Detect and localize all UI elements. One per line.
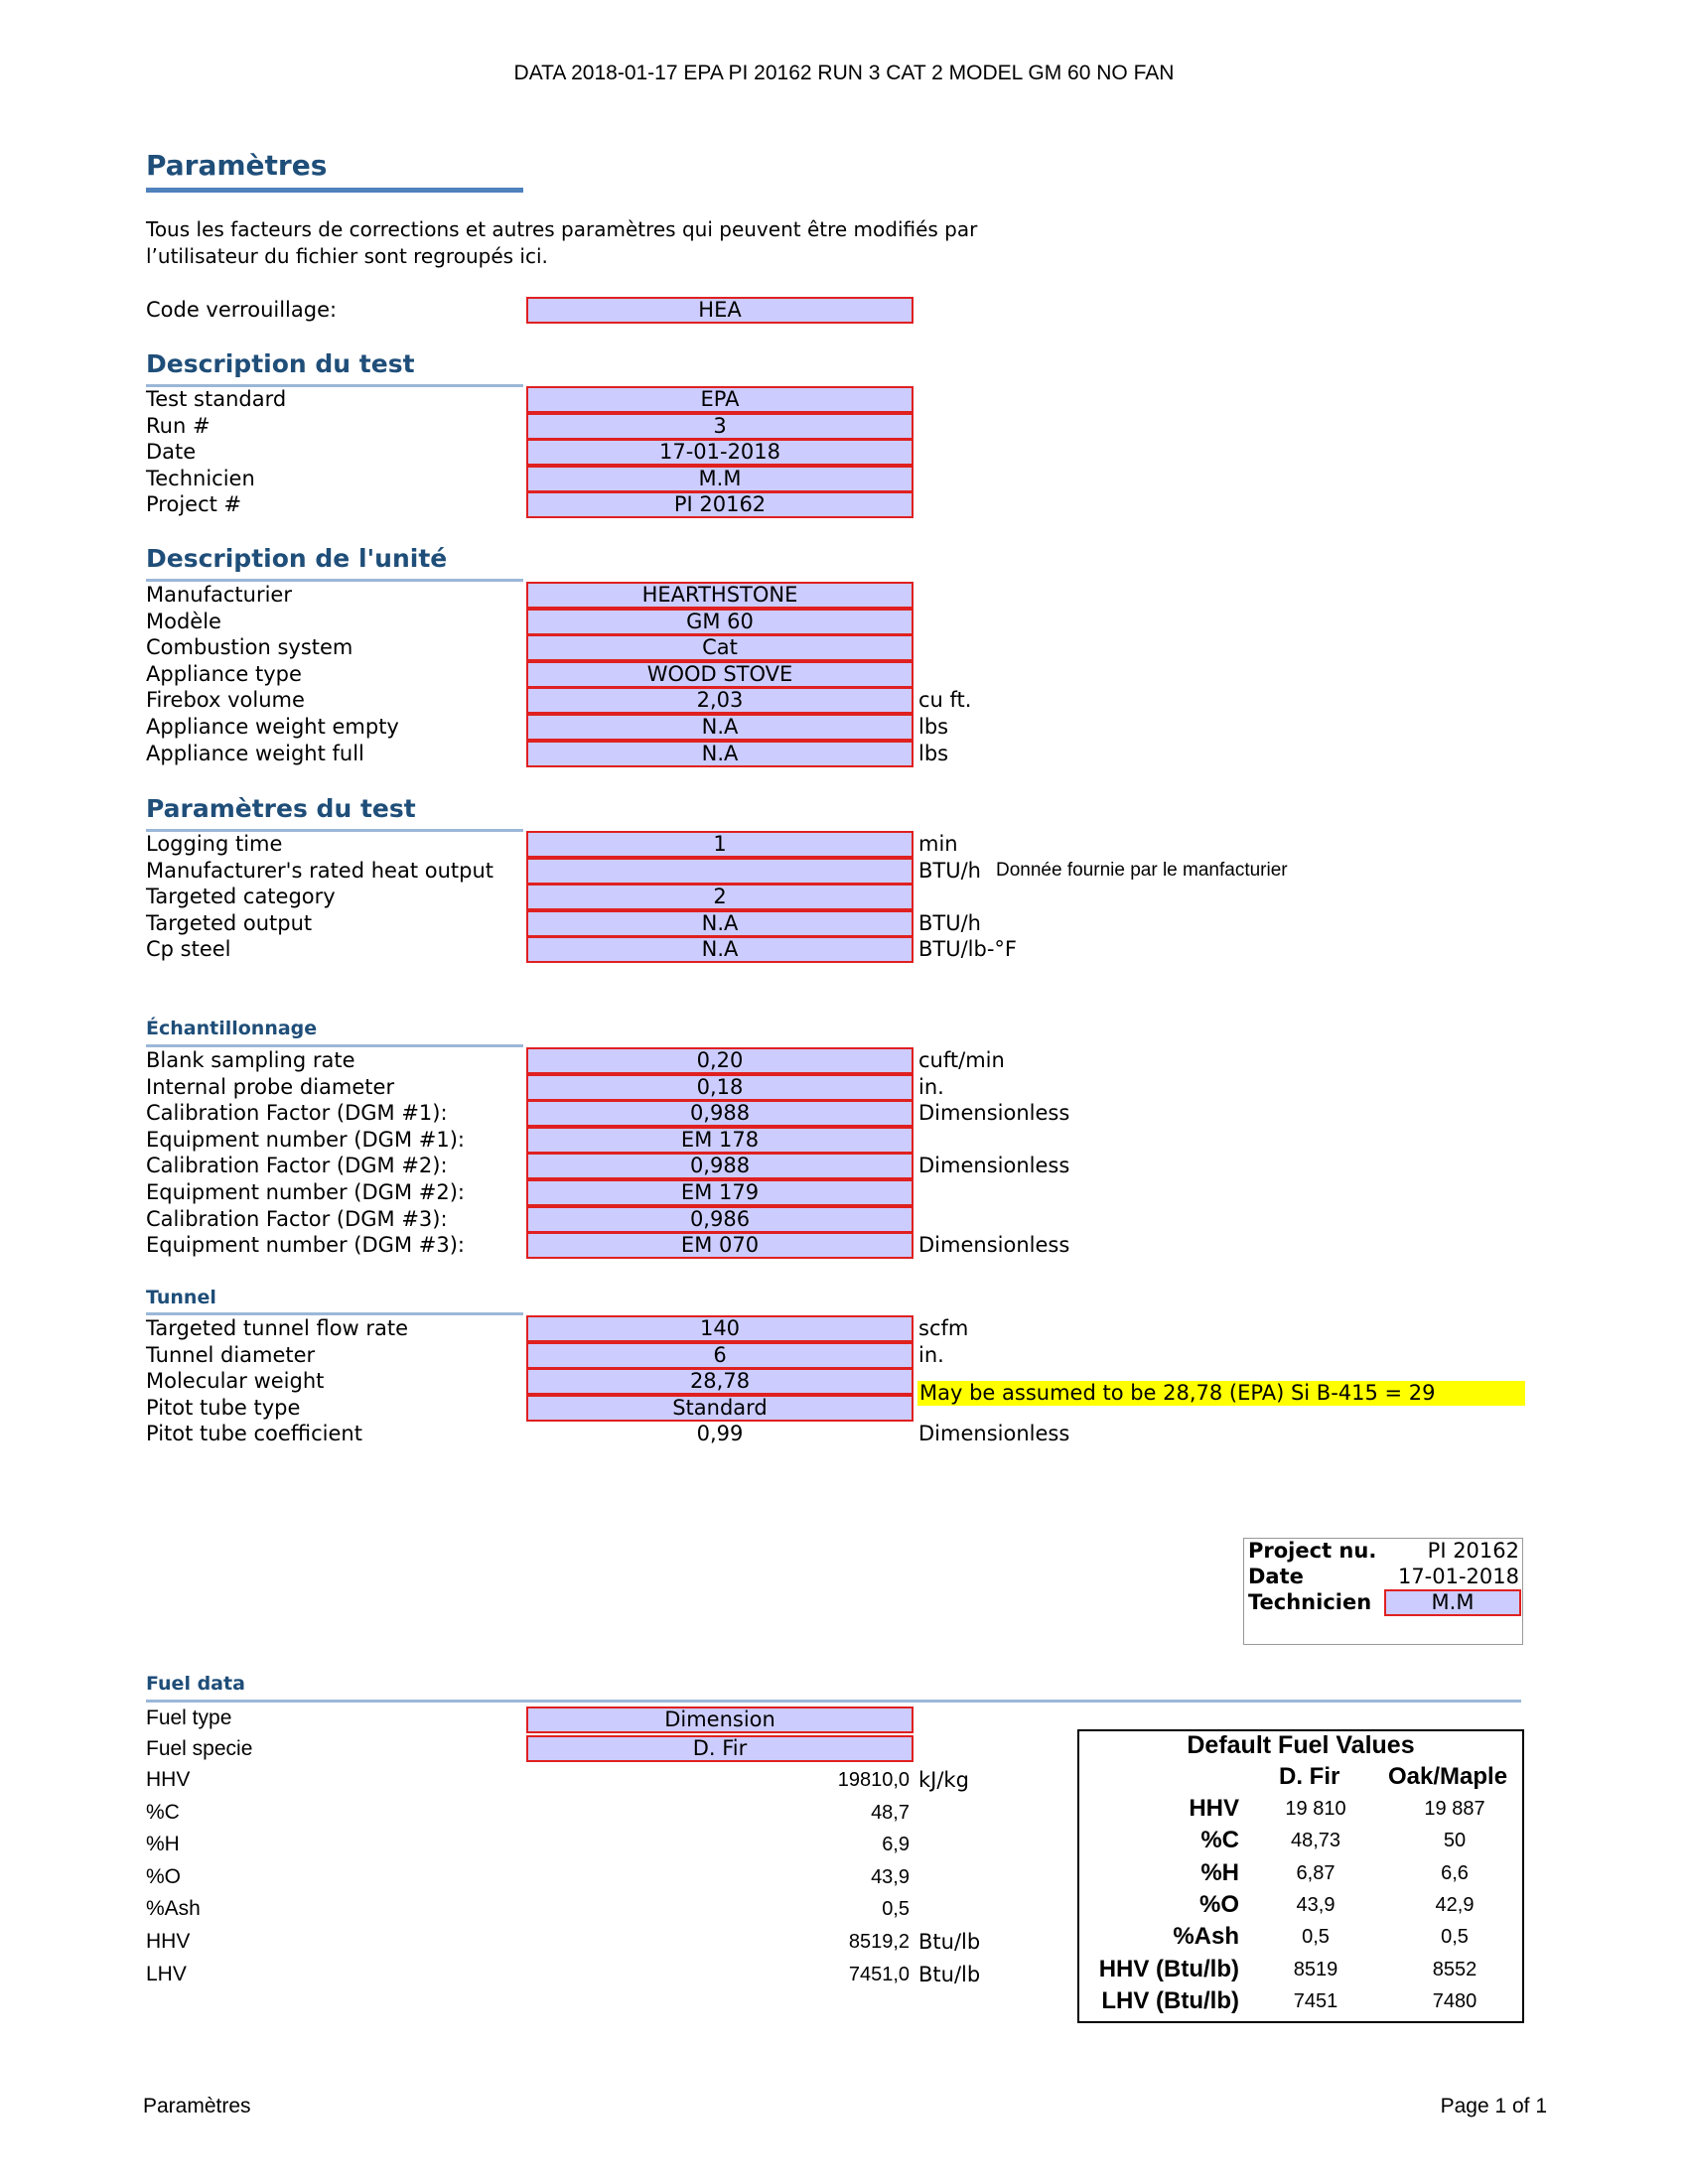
default-fuel-oak-value: 6,6 bbox=[1441, 1862, 1469, 1884]
default-fuel-row-label: HHV bbox=[1189, 1795, 1239, 1822]
field-value-cell[interactable]: WOOD STOVE bbox=[526, 661, 914, 688]
default-fuel-oak-value: 42,9 bbox=[1435, 1894, 1475, 1916]
field-unit: lbs bbox=[918, 715, 949, 739]
default-fuel-row-label: %Ash bbox=[1173, 1923, 1239, 1950]
field-label: Appliance weight full bbox=[146, 742, 364, 765]
fuel-type-label: Fuel type bbox=[146, 1706, 232, 1729]
field-value-cell[interactable]: 3 bbox=[526, 413, 914, 440]
molecular-weight-note: May be assumed to be 28,78 (EPA) Si B-415 = 29 bbox=[917, 1381, 1525, 1406]
fuel-specie-cell[interactable]: D. Fir bbox=[526, 1735, 914, 1762]
date-value: 17-01-2018 bbox=[1397, 1565, 1519, 1588]
field-value-cell[interactable]: 28,78 bbox=[526, 1368, 914, 1395]
field-value-cell[interactable]: EM 179 bbox=[526, 1179, 914, 1206]
field-value-cell[interactable]: 0,18 bbox=[526, 1074, 914, 1101]
field-value-cell[interactable]: N.A bbox=[526, 910, 914, 937]
field-unit: BTU/lb-°F bbox=[918, 937, 1018, 961]
default-fuel-dfir-value: 8519 bbox=[1293, 1959, 1338, 1980]
default-fuel-dfir-value: 6,87 bbox=[1296, 1862, 1336, 1884]
field-label: Manufacturer's rated heat output bbox=[146, 859, 494, 883]
default-fuel-title: Default Fuel Values bbox=[1187, 1731, 1415, 1759]
field-label: Date bbox=[146, 440, 197, 464]
field-label: Appliance type bbox=[146, 662, 302, 686]
field-unit: in. bbox=[918, 1075, 944, 1099]
fuel-row-value: 7451,0 bbox=[848, 1964, 910, 1985]
field-label: Targeted category bbox=[146, 885, 336, 908]
date-label: Date bbox=[1248, 1565, 1304, 1588]
field-label: Appliance weight empty bbox=[146, 715, 399, 739]
field-label: Calibration Factor (DGM #1): bbox=[146, 1101, 448, 1125]
field-label: Equipment number (DGM #3): bbox=[146, 1233, 465, 1257]
field-value-cell[interactable]: EM 178 bbox=[526, 1127, 914, 1154]
field-label: Pitot tube type bbox=[146, 1396, 301, 1420]
field-value-cell[interactable]: HEARTHSTONE bbox=[526, 582, 914, 609]
field-label: Test standard bbox=[146, 387, 287, 411]
default-fuel-row-label: %H bbox=[1200, 1859, 1239, 1886]
field-value-cell[interactable]: N.A bbox=[526, 936, 914, 963]
default-fuel-row-label: LHV (Btu/lb) bbox=[1101, 1987, 1239, 2014]
field-value-cell[interactable]: Cat bbox=[526, 634, 914, 661]
default-fuel-dfir-value: 19 810 bbox=[1285, 1798, 1346, 1820]
unit-description-title: Description de l'unité bbox=[146, 544, 448, 573]
field-label: Project # bbox=[146, 492, 242, 516]
default-fuel-row-label: HHV (Btu/lb) bbox=[1098, 1956, 1239, 1982]
field-unit: BTU/h bbox=[918, 859, 981, 883]
default-fuel-dfir-value: 43,9 bbox=[1296, 1894, 1336, 1916]
field-unit: lbs bbox=[918, 742, 949, 765]
technicien-value-cell[interactable]: M.M bbox=[1384, 1589, 1521, 1616]
field-unit: Dimensionless bbox=[918, 1422, 1070, 1445]
page-header: DATA 2018-01-17 EPA PI 20162 RUN 3 CAT 2 MODEL GM 60 NO FAN bbox=[513, 62, 1175, 84]
field-label: Internal probe diameter bbox=[146, 1075, 395, 1099]
field-value-cell[interactable]: N.A bbox=[526, 714, 914, 741]
sampling-title: Échantillonnage bbox=[146, 1018, 318, 1039]
field-unit: cu ft. bbox=[918, 688, 972, 712]
fuel-specie-label: Fuel specie bbox=[146, 1737, 253, 1760]
field-label: Manufacturier bbox=[146, 583, 292, 607]
field-label: Tunnel diameter bbox=[146, 1343, 316, 1367]
field-value-cell[interactable]: 0,988 bbox=[526, 1153, 914, 1179]
fuel-row-label: %O bbox=[146, 1865, 182, 1888]
field-label: Equipment number (DGM #2): bbox=[146, 1180, 465, 1204]
field-value-cell[interactable]: GM 60 bbox=[526, 609, 914, 635]
field-value-cell[interactable]: Standard bbox=[526, 1395, 914, 1422]
fuel-row-value: 48,7 bbox=[871, 1802, 910, 1824]
fuel-data-rule bbox=[146, 1700, 1521, 1703]
field-value-cell[interactable]: 0,20 bbox=[526, 1047, 914, 1074]
fuel-row-label: LHV bbox=[146, 1963, 187, 1985]
field-label: Technicien bbox=[146, 467, 255, 490]
default-fuel-oak-value: 8552 bbox=[1432, 1959, 1477, 1980]
default-fuel-col-oak: Oak/Maple bbox=[1388, 1763, 1508, 1790]
field-label: Cp steel bbox=[146, 937, 231, 961]
fuel-row-label: %Ash bbox=[146, 1897, 201, 1920]
default-fuel-row-label: %C bbox=[1200, 1827, 1239, 1853]
field-value-cell[interactable]: 17-01-2018 bbox=[526, 439, 914, 466]
field-label: Combustion system bbox=[146, 635, 353, 659]
fuel-data-title: Fuel data bbox=[146, 1673, 245, 1695]
default-fuel-oak-value: 50 bbox=[1443, 1830, 1467, 1851]
tunnel-title: Tunnel bbox=[146, 1287, 216, 1308]
field-label: Targeted output bbox=[146, 911, 313, 935]
test-description-title: Description du test bbox=[146, 349, 415, 378]
default-fuel-dfir-value: 0,5 bbox=[1302, 1926, 1330, 1948]
project-nu-value: PI 20162 bbox=[1427, 1539, 1519, 1563]
field-value-cell[interactable]: 2 bbox=[526, 884, 914, 910]
field-label: Run # bbox=[146, 414, 211, 438]
field-value-cell[interactable]: EPA bbox=[526, 386, 914, 413]
field-value-cell[interactable]: 2,03 bbox=[526, 687, 914, 714]
project-nu-label: Project nu. bbox=[1248, 1539, 1377, 1563]
page-title: Paramètres bbox=[146, 149, 328, 182]
field-value-cell[interactable]: 140 bbox=[526, 1315, 914, 1342]
default-fuel-oak-value: 0,5 bbox=[1441, 1926, 1469, 1948]
field-label: Firebox volume bbox=[146, 688, 305, 712]
field-unit: Dimensionless bbox=[918, 1154, 1070, 1177]
intro-text: Tous les facteurs de corrections et autres paramètres qui peuvent être modifiés par l’utilisateur du fichier sont regroupés ici. bbox=[146, 217, 978, 268]
test-parameters-title: Paramètres du test bbox=[146, 794, 416, 823]
fuel-row-label: HHV bbox=[146, 1930, 191, 1953]
field-unit: BTU/h bbox=[918, 911, 981, 935]
fuel-row-value: 8519,2 bbox=[848, 1931, 910, 1953]
field-value-cell[interactable]: 1 bbox=[526, 831, 914, 858]
title-rule bbox=[146, 188, 523, 193]
fuel-row-unit: Btu/lb bbox=[918, 1963, 981, 1986]
field-label: Molecular weight bbox=[146, 1369, 325, 1393]
fuel-row-unit: Btu/lb bbox=[918, 1930, 981, 1954]
footer-sheet-name: Paramètres bbox=[143, 2095, 251, 2117]
field-unit: min bbox=[918, 832, 958, 856]
field-label: Targeted tunnel flow rate bbox=[146, 1316, 409, 1340]
fuel-row-value: 19810,0 bbox=[837, 1769, 910, 1791]
field-label: Logging time bbox=[146, 832, 283, 856]
field-unit: in. bbox=[918, 1343, 944, 1367]
field-unit: scfm bbox=[918, 1316, 969, 1340]
field-value-cell[interactable]: M.M bbox=[526, 466, 914, 492]
fuel-row-unit: kJ/kg bbox=[918, 1768, 969, 1792]
field-value-cell[interactable]: 0,988 bbox=[526, 1100, 914, 1127]
field-label: Equipment number (DGM #1): bbox=[146, 1128, 465, 1152]
field-unit: Dimensionless bbox=[918, 1233, 1070, 1257]
default-fuel-col-dfir: D. Fir bbox=[1279, 1763, 1340, 1790]
field-unit: cuft/min bbox=[918, 1048, 1005, 1072]
field-note: Donnée fournie par le manfacturier bbox=[996, 860, 1288, 881]
fuel-type-cell[interactable]: Dimension bbox=[526, 1706, 914, 1733]
field-label: Calibration Factor (DGM #3): bbox=[146, 1207, 448, 1231]
field-value-cell[interactable]: 0,986 bbox=[526, 1206, 914, 1233]
field-value-cell[interactable]: 6 bbox=[526, 1342, 914, 1369]
default-fuel-dfir-value: 7451 bbox=[1293, 1990, 1338, 2012]
field-value-cell[interactable] bbox=[526, 858, 914, 885]
default-fuel-oak-value: 7480 bbox=[1432, 1990, 1477, 2012]
field-value: 0,99 bbox=[696, 1422, 744, 1445]
lock-value-cell[interactable]: HEA bbox=[526, 297, 914, 324]
field-label: Calibration Factor (DGM #2): bbox=[146, 1154, 448, 1177]
field-label: Pitot tube coefficient bbox=[146, 1422, 362, 1445]
fuel-row-label: HHV bbox=[146, 1768, 191, 1791]
default-fuel-oak-value: 19 887 bbox=[1424, 1798, 1485, 1820]
field-value-cell[interactable]: EM 070 bbox=[526, 1232, 914, 1259]
fuel-row-value: 0,5 bbox=[882, 1898, 910, 1920]
footer-page-number: Page 1 of 1 bbox=[1440, 2095, 1547, 2117]
field-value-cell[interactable]: PI 20162 bbox=[526, 491, 914, 518]
fuel-row-value: 43,9 bbox=[871, 1866, 910, 1888]
fuel-row-label: %H bbox=[146, 1833, 180, 1855]
default-fuel-dfir-value: 48,73 bbox=[1290, 1830, 1341, 1851]
field-label: Blank sampling rate bbox=[146, 1048, 355, 1072]
lock-label: Code verrouillage: bbox=[146, 298, 338, 322]
default-fuel-row-label: %O bbox=[1198, 1891, 1239, 1918]
technicien-label: Technicien bbox=[1248, 1590, 1372, 1614]
field-label: Modèle bbox=[146, 610, 221, 633]
field-unit: Dimensionless bbox=[918, 1101, 1070, 1125]
field-value-cell[interactable]: N.A bbox=[526, 741, 914, 767]
fuel-row-label: %C bbox=[146, 1801, 180, 1824]
fuel-row-value: 6,9 bbox=[882, 1834, 910, 1855]
